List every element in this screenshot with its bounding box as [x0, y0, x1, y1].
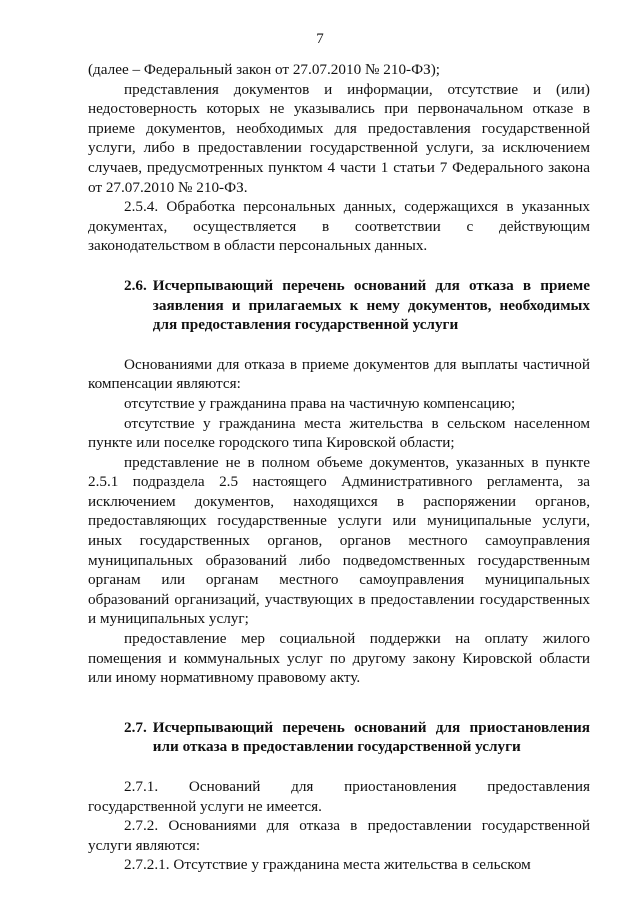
section-number: 2.6. — [124, 276, 147, 294]
paragraph-grounds-intro: Основаниями для отказа в приеме документов для выплаты частичной компенсации являются: — [88, 355, 590, 393]
paragraph-no-right: отсутствие у гражданина права на частичную компенсацию; — [124, 394, 516, 412]
paragraph-2-7-2: 2.7.2. Основаниями для отказа в предоставлении государственной услуги являются: — [88, 817, 590, 854]
paragraph-2-7-2-1: 2.7.2.1. Отсутствие у гражданина места жительства в сельском — [124, 856, 531, 874]
law-reference-continuation: (далее – Федеральный закон от 27.07.2010 № 210-ФЗ); — [88, 61, 440, 78]
paragraph-other-law-support: предоставление мер социальной поддержки на оплату жилого помещения и коммунальных услуг по другому закону Кировской области или иному нормативному правовому акту. — [88, 630, 590, 687]
paragraph-no-residence: отсутствие у гражданина места жительства в сельском населенном пункте или поселке городского типа Кировской области; — [88, 414, 590, 452]
paragraph-documents-not-specified: представления документов и информации, отсутствие и (или) недостоверность которых не указывались при первоначальном отказе в приеме документов, необходимых для предоставления государственной услуги, либо в предоставлении государственной услуги, за исключением случаев, предусмотренных пунктом 4 части 1 статьи 7 Федерального закона от 27.07.2010 № 210-ФЗ. — [88, 80, 590, 196]
section-heading-2-6 — [88, 276, 590, 335]
document-body — [88, 60, 590, 875]
paragraph-2-5-4: 2.5.4. Обработка персональных данных, содержащихся в указанных документах, осуществляется в соответствии с действующим законодательством в области персональных данных. — [88, 198, 590, 255]
section-heading-2-7 — [88, 718, 590, 757]
section-number: 2.7. — [124, 718, 147, 736]
page-number: 7 — [316, 31, 324, 47]
paragraph-incomplete-documents: представление не в полном объеме документов, указанных в пункте 2.5.1 подраздела 2.5 настоящего Административного регламента, за исключением документов, находящихся в распоряжении органов, предоставляющих государственные услуги или муниципальные услуги, иных государственных органов, органов местного самоуправления муниципальных образований либо подведомственных государственным органам или органам местного самоуправления муниципальных образований организаций, участвующих в предоставлении государственных и муниципальных услуг; — [88, 453, 590, 628]
section-title: Исчерпывающий перечень оснований для отказа в приеме заявления и прилагаемых к нему документов, необходимых для предоставления государственной услуги — [152, 276, 590, 334]
paragraph-2-7-1: 2.7.1. Оснований для приостановления предоставления государственной услуги не имеется. — [88, 778, 590, 815]
section-title: Исчерпывающий перечень оснований для приостановления или отказа в предоставлении государственной услуги — [152, 718, 590, 756]
